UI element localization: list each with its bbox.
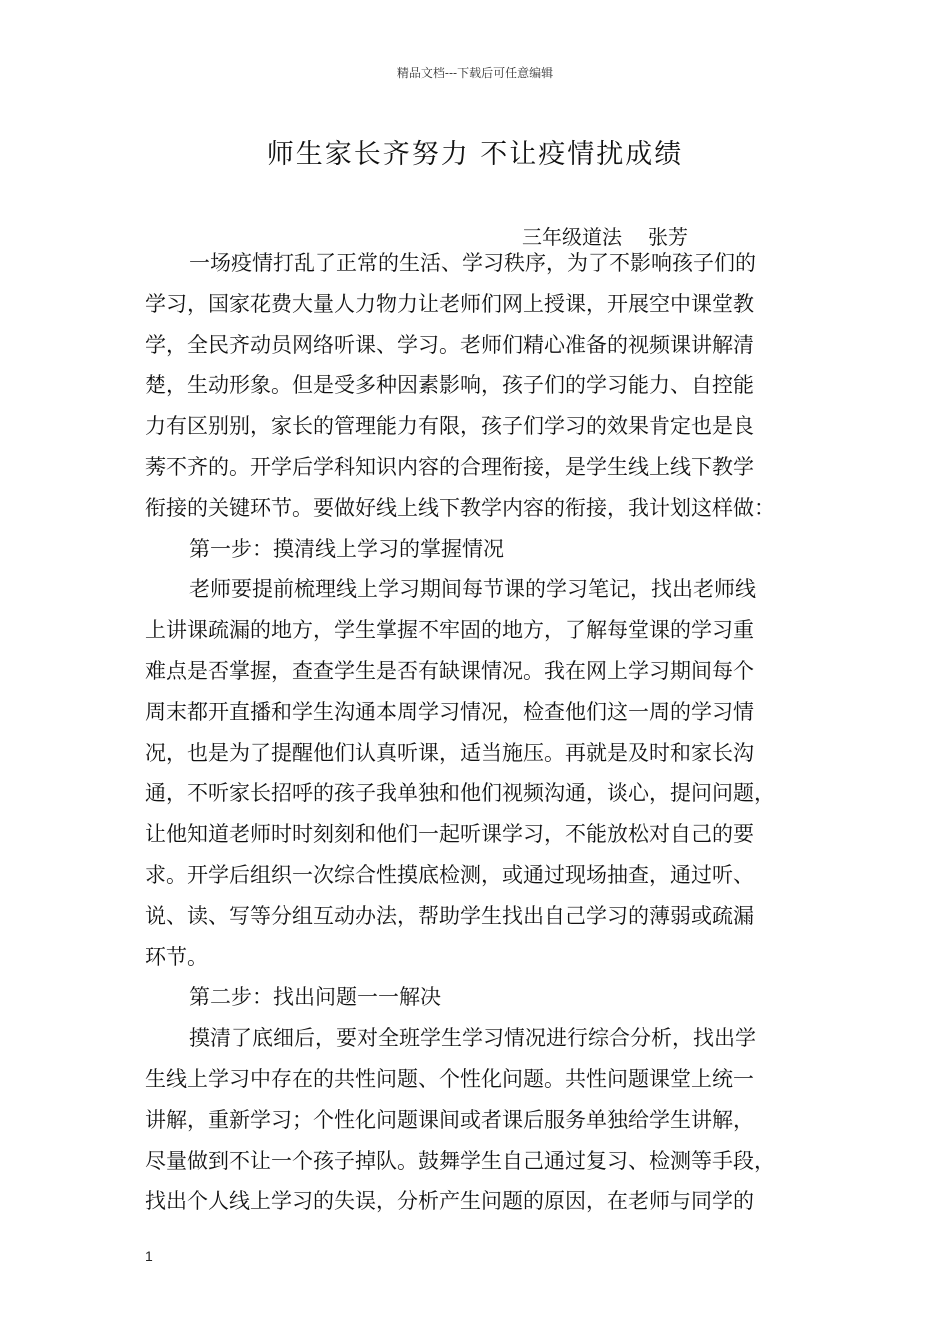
section-heading: 第二步：找出问题一一解决	[189, 985, 441, 1010]
page-number: 1	[145, 1248, 153, 1264]
document-body	[145, 243, 805, 1222]
body-line: 说、读、写等分组互动办法，帮助学生找出自己学习的薄弱或疏漏	[145, 903, 754, 928]
body-line: 老师要提前梳理线上学习期间每节课的学习笔记，找出老师线	[189, 577, 756, 602]
body-line: 莠不齐的。开学后学科知识内容的合理衔接，是学生线上线下教学	[145, 454, 754, 479]
body-line: 学习，国家花费大量人力物力让老师们网上授课，开展空中课堂教	[145, 291, 754, 316]
body-line: 周末都开直播和学生沟通本周学习情况，检查他们这一周的学习情	[145, 699, 754, 724]
body-line: 讲解，重新学习；个性化问题课间或者课后服务单独给学生讲解，	[145, 1107, 754, 1132]
body-line: 通，不听家长招呼的孩子我单独和他们视频沟通，谈心，提问问题，	[145, 781, 775, 806]
header-note: 精品文档---下载后可任意编辑	[396, 66, 554, 80]
body-line: 力有区别别，家长的管理能力有限，孩子们学习的效果肯定也是良	[145, 414, 754, 439]
body-line: 让他知道老师时时刻刻和他们一起听课学习，不能放松对自己的要	[145, 822, 754, 847]
body-line: 摸清了底细后，要对全班学生学习情况进行综合分析，找出学	[189, 1026, 756, 1051]
body-line: 找出个人线上学习的失误，分析产生问题的原因，在老师与同学的	[145, 1189, 754, 1214]
section-heading: 第一步：摸清线上学习的掌握情况	[189, 536, 504, 561]
body-line: 衔接的关键环节。要做好线上线下教学内容的衔接，我计划这样做：	[145, 495, 775, 520]
body-line: 尽量做到不让一个孩子掉队。鼓舞学生自己通过复习、检测等手段，	[145, 1148, 775, 1173]
author-name: 张芳	[648, 225, 688, 249]
body-line: 生线上学习中存在的共性问题、个性化问题。共性问题课堂上统一	[145, 1066, 754, 1091]
document-title: 师生家长齐努力 不让疫情扰成绩	[266, 139, 684, 170]
body-line: 环节。	[145, 944, 208, 969]
body-line: 求。开学后组织一次综合性摸底检测，或通过现场抽查，通过听、	[145, 862, 754, 887]
author-grade-subject: 三年级道法	[522, 225, 622, 249]
body-line: 楚，生动形象。但是受多种因素影响，孩子们的学习能力、自控能	[145, 373, 754, 398]
body-line: 难点是否掌握，查查学生是否有缺课情况。我在网上学习期间每个	[145, 658, 754, 683]
body-line: 学，全民齐动员网络听课、学习。老师们精心准备的视频课讲解清	[145, 332, 754, 357]
body-line: 况，也是为了提醒他们认真听课，适当施压。再就是及时和家长沟	[145, 740, 754, 765]
body-line: 上讲课疏漏的地方，学生掌握不牢固的地方，了解每堂课的学习重	[145, 618, 754, 643]
body-line: 一场疫情打乱了正常的生活、学习秩序，为了不影响孩子们的	[189, 251, 756, 275]
